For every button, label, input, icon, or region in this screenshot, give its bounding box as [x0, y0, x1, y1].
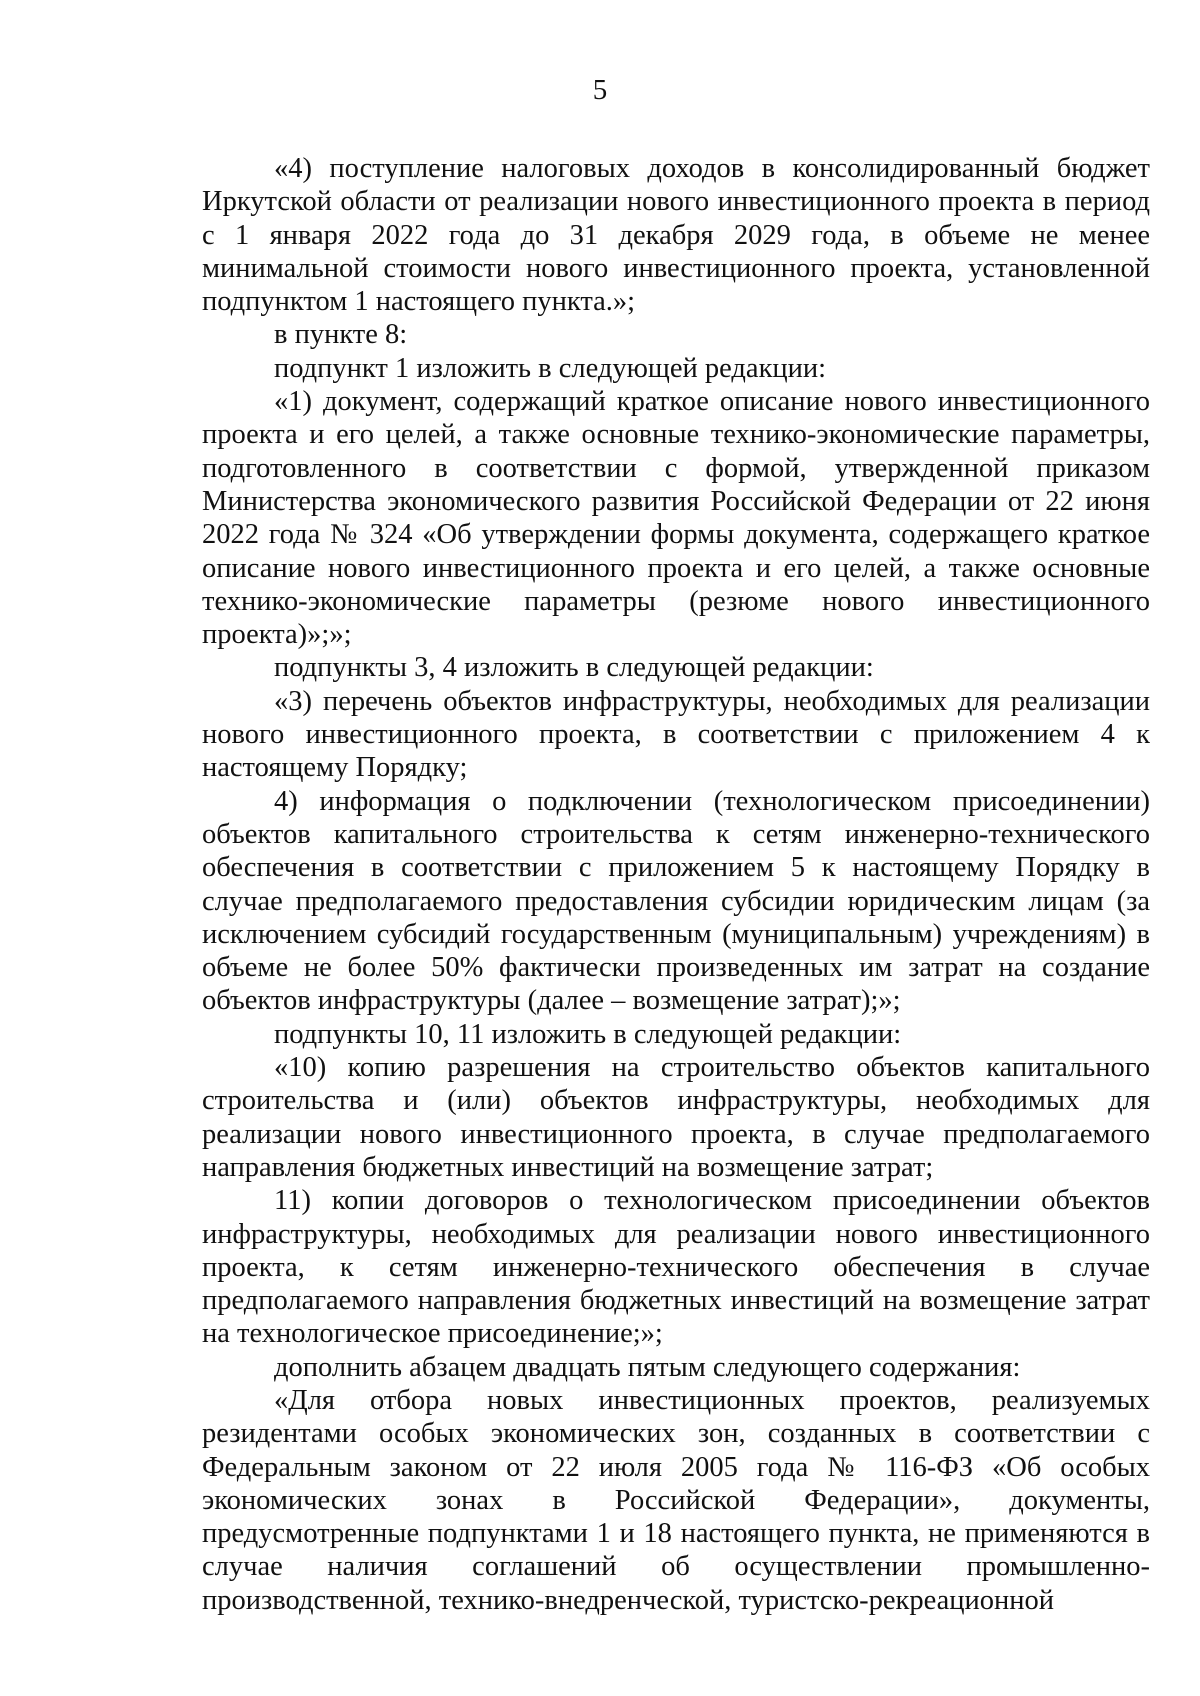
paragraph-item-3-infrastructure-list: «3) перечень объектов инфраструктуры, необходимых для реализации нового инвестиционного проекта, в соответствии с приложением 4 к настоящему Порядку; [202, 685, 1150, 784]
paragraph-item-1-document: «1) документ, содержащий краткое описание нового инвестиционного проекта и его целей, а также основные технико-экономические параметры, подготовленного в соответствии с формой, утвержденной приказом Министерства экономического развития Российской Федерации от 22 июня 2022 года № 324 «Об утверждении формы документа, содержащего краткое описание нового инвестиционного проекта и его целей, а также основные технико-экономические параметры (резюме нового инвестиционного проекта)»;»; [202, 386, 1150, 651]
paragraph-item-4-tax-revenue: «4) поступление налоговых доходов в консолидированный бюджет Иркутской области от реализации нового инвестиционного проекта в период с 1 января 2022 года до 31 декабря 2029 года, в объеме не менее минимальной стоимости нового инвестиционного проекта, установленной подпунктом 1 настоящего пункта.»; [202, 153, 1150, 318]
paragraph-add-25th-paragraph: дополнить абзацем двадцать пятым следующего содержания: [274, 1351, 1021, 1383]
document-body [202, 152, 1150, 1617]
paragraph-special-economic-zones: «Для отбора новых инвестиционных проектов, реализуемых резидентами особых экономических зон, созданных в соответствии с Федеральным законом от 22 июля 2005 года № 116-ФЗ «Об особых экономических зонах в Российской Федерации», документы, предусмотренные подпунктами 1 и 18 настоящего пункта, не применяются в случае наличия соглашений об осуществлении промышленно-производственной, технико-внедренческой, туристско-рекреационной [202, 1384, 1150, 1616]
paragraph-item-11-contract-copies: 11) копии договоров о технологическом присоединении объектов инфраструктуры, необходимых для реализации нового инвестиционного проекта, к сетям инженерно-технического обеспечения в случае предполагаемого направления бюджетных инвестиций на возмещение затрат на технологическое присоединение;»; [202, 1185, 1150, 1350]
paragraph-item-4-connection-info: 4) информация о подключении (технологическом присоединении) объектов капитального строительства к сетям инженерно-технического обеспечения в соответствии с приложением 5 к настоящему Порядку в случае предполагаемого предоставления субсидии юридическим лицам (за исключением субсидий государственным (муниципальным) учреждениям) в объеме не более 50% фактически произведенных им затрат на создание объектов инфраструктуры (далее – возмещение затрат);»; [202, 785, 1150, 1017]
paragraph-subpoint-1-edit: подпункт 1 изложить в следующей редакции: [274, 352, 827, 384]
paragraph-subpoints-10-11-edit: подпункты 10, 11 изложить в следующей редакции: [274, 1018, 902, 1050]
paragraph-subpoints-3-4-edit: подпункты 3, 4 изложить в следующей редакции: [274, 652, 874, 684]
paragraph-item-10-permit-copy: «10) копию разрешения на строительство объектов капитального строительства и (или) объектов инфраструктуры, необходимых для реализации нового инвестиционного проекта, в случае предполагаемого направления бюджетных инвестиций на возмещение затрат; [202, 1052, 1150, 1183]
page-number: 5 [592, 74, 608, 106]
paragraph-point-8: в пункте 8: [274, 319, 408, 351]
